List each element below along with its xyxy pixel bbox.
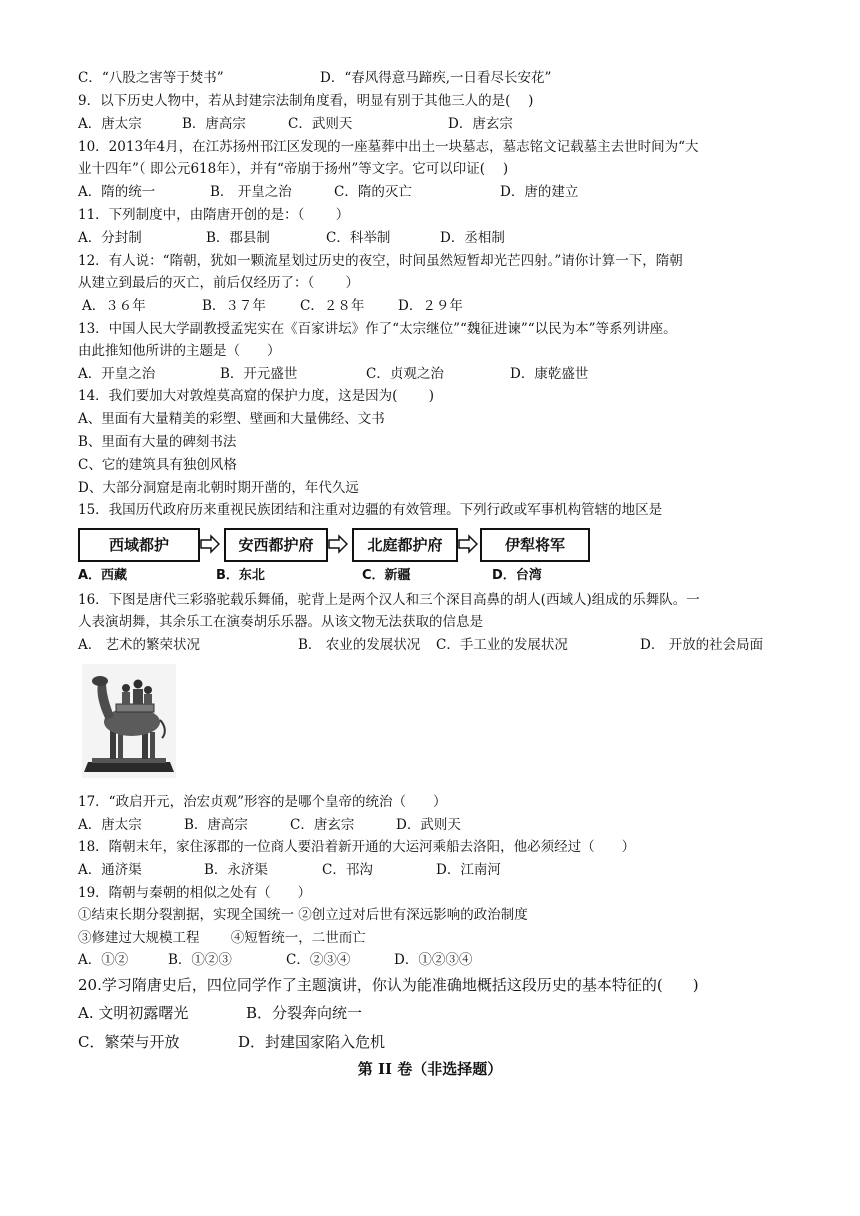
q13-options [78,364,798,384]
q10-option-d: D．唐的建立 [500,184,579,200]
q18-option-a: A．通济渠 [78,862,142,878]
q12-options [78,296,798,316]
q18-stem: 18．隋朝末年，家住涿郡的一位商人要沿着新开通的大运河乘船去洛阳，他必须经过（ ） [78,839,636,855]
q18-option-c: C．邗沟 [322,862,373,878]
q20-option-a: A. 文明初露曙光 [78,1004,189,1022]
q19-statement-line2: ③修建过大规模工程 ④短暂统一，二世而亡 [78,930,366,946]
q9-option-d: D．唐玄宗 [448,116,513,132]
q20-option-c: C．繁荣与开放 [78,1033,180,1051]
q9-option-c: C．武则天 [288,116,353,132]
q17-options [78,815,798,835]
q16-option-c: C．手工业的发展状况 [436,637,568,653]
flow-box-xiyu: 西域都护 [78,528,200,562]
q19-option-c: C．②③④ [286,952,351,968]
q19-option-b: B．①②③ [168,952,232,968]
q9-stem: 9．以下历史人物中，若从封建宗法制角度看，明显有别于其他三人的是( ) [78,93,534,109]
q10-option-c: C．隋的灭亡 [334,184,412,200]
q14-option-c: C、它的建筑具有独创风格 [78,457,237,473]
q20-options-row1 [78,1002,798,1024]
q20-option-b: B．分裂奔向统一 [246,1004,363,1022]
q15-stem: 15．我国历代政府历来重视民族团结和注重对边疆的有效管理。下列行政或军事机构管辖的地区是 [78,502,663,518]
arrow-right-icon [200,534,220,554]
q19-statement-line1: ①结束长期分裂割据，实现全国统一 ②创立过对后世有深远影响的政治制度 [78,907,528,923]
q12-stem-line1: 12．有人说：“隋朝，犹如一颗流星划过历史的夜空，时间虽然短暂却光芒四射。”请你计算一下，隋朝 [78,253,683,269]
section-title: 第 II 卷（非选择题） [357,1060,503,1078]
q18-option-b: B．永济渠 [204,862,268,878]
q16-option-b: B． 农业的发展状况 [298,637,421,653]
q17-option-b: B．唐高宗 [184,817,248,833]
tricolor-camel-figurine-image [82,664,176,778]
q12-option-b: B．３７年 [202,298,266,314]
q12-option-c: C．２８年 [300,298,365,314]
q12-option-d: D．２９年 [398,298,463,314]
q10-options [78,182,798,202]
q13-option-a: A．开皇之治 [78,366,156,382]
q11-option-b: B．郡县制 [206,230,270,246]
q16-option-d: D． 开放的社会局面 [640,637,764,653]
q8-option-c: C．“八股之害等于焚书” [78,70,224,86]
q18-option-d: D．江南河 [436,862,501,878]
q20-options-row2 [78,1031,798,1053]
q16-options [78,635,798,655]
q12-stem-line2: 从建立到最后的灭亡，前后仅经历了：（ ） [78,275,360,291]
q13-option-b: B．开元盛世 [220,366,298,382]
flow-box-yili: 伊犁将军 [480,528,590,562]
q9-options [78,114,798,134]
q15-option-b: B．东北 [216,568,265,583]
q20-stem: 20.学习隋唐史后，四位同学作了主题演讲，你认为能准确地概括这段历史的基本特征的( ) [78,976,699,994]
q16-option-a: A． 艺术的繁荣状况 [78,637,201,653]
q15-options [78,566,798,586]
q19-stem: 19．隋朝与秦朝的相似之处有（ ） [78,885,312,901]
q12-option-a: A．３６年 [82,298,146,314]
q19-option-d: D．①②③④ [394,952,473,968]
q16-stem-line2: 人表演胡舞，其余乐工在演奏胡乐乐器。从该文物无法获取的信息是 [78,614,483,630]
q11-stem: 11．下列制度中，由隋唐开创的是：（ ） [78,207,350,223]
q20-option-d: D．封建国家陷入危机 [238,1033,386,1051]
q13-option-c: C．贞观之治 [366,366,444,382]
q11-option-c: C．科举制 [326,230,391,246]
q8-options [78,68,798,88]
q19-options [78,950,798,970]
q11-option-d: D．丞相制 [440,230,505,246]
q10-option-b: B． 开皇之治 [210,184,292,200]
q13-stem-line2: 由此推知他所讲的主题是（ ） [78,343,281,359]
q16-stem-line1: 16．下图是唐代三彩骆驼载乐舞俑，驼背上是两个汉人和三个深目高鼻的胡人(西域人)组成的乐舞队。一 [78,592,700,608]
q9-option-b: B．唐高宗 [182,116,246,132]
q10-stem-line2: 业十四年”（ 即公元618年），并有“帝崩于扬州”等文字。它可以印证( ) [78,161,509,177]
q14-option-d: D、大部分洞窟是南北朝时期开凿的，年代久远 [78,480,359,496]
q14-stem: 14．我们要加大对敦煌莫高窟的保护力度，这是因为( ) [78,388,435,404]
q13-option-d: D．康乾盛世 [510,366,589,382]
arrow-right-icon [458,534,478,554]
flow-box-beiting: 北庭都护府 [352,528,458,562]
q14-option-a: A、里面有大量精美的彩塑、壁画和大量佛经、文书 [78,411,385,427]
q10-option-a: A．隋的统一 [78,184,156,200]
q17-option-d: D．武则天 [396,817,461,833]
q17-option-c: C．唐玄宗 [290,817,355,833]
flow-box-anxi: 安西都护府 [224,528,328,562]
q15-option-d: D．台湾 [492,568,542,583]
q15-flowchart [78,524,598,562]
q13-stem-line1: 13．中国人民大学副教授孟宪实在《百家讲坛》作了“太宗继位”“魏征进谏”“以民为本”等系列讲座。 [78,321,677,337]
q17-option-a: A．唐太宗 [78,817,142,833]
q19-option-a: A．①② [78,952,129,968]
q15-option-c: C．新疆 [362,568,411,583]
q10-stem-line1: 10．2013年4月，在江苏扬州邗江区发现的一座墓葬中出土一块墓志，墓志铭文记载墓主去世时间为“大 [78,139,699,155]
q11-option-a: A．分封制 [78,230,142,246]
q15-option-a: A．西藏 [78,568,128,583]
q11-options [78,228,798,248]
arrow-right-icon [328,534,348,554]
q14-option-b: B、里面有大量的碑刻书法 [78,434,237,450]
q18-options [78,860,798,880]
q9-option-a: A．唐太宗 [78,116,142,132]
q17-stem: 17．“政启开元，治宏贞观”形容的是哪个皇帝的统治（ ） [78,794,447,810]
q8-option-d: D．“春风得意马蹄疾,一日看尽长安花” [320,70,552,86]
